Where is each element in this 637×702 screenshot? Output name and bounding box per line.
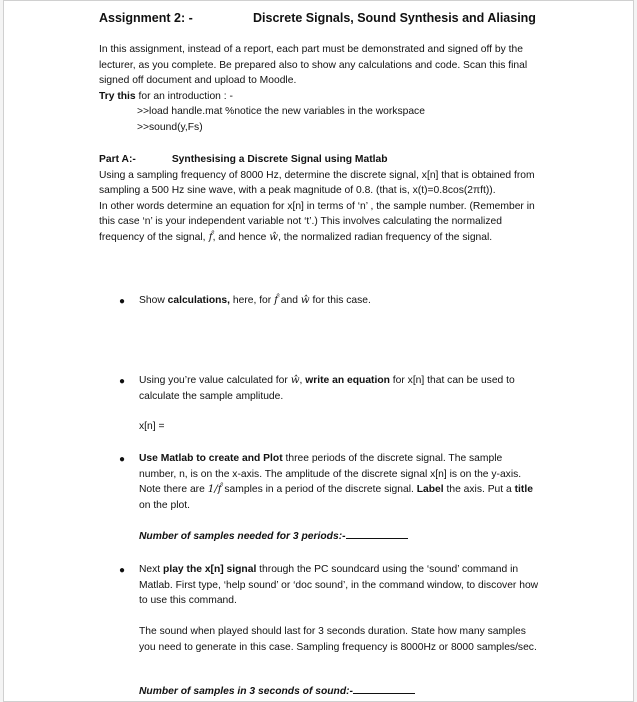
w-hat-symbol: ŵ xyxy=(269,230,279,243)
try-this-line xyxy=(99,89,539,105)
samples-3-seconds-blank[interactable] xyxy=(353,684,415,694)
bullet-1 xyxy=(139,293,539,309)
b2-w-hat: ŵ xyxy=(290,374,300,386)
b1-pre: Show xyxy=(139,295,168,306)
part-a-label: Part A:- xyxy=(99,154,136,165)
part-a-heading-row xyxy=(99,152,539,168)
samples-3-periods xyxy=(139,529,539,545)
b3-title: title xyxy=(514,484,533,495)
b3-bold: Use Matlab to create and Plot xyxy=(139,453,283,464)
bullet-2 xyxy=(139,373,539,404)
b2-end: for x[n] that can be used to calculate the sample amplitude. xyxy=(139,375,515,402)
document-title: Discrete Signals, Sound Synthesis and Aliasing xyxy=(253,11,536,25)
b3-fraction: 1/f̂ xyxy=(207,483,222,495)
part-a-paragraph-2 xyxy=(99,199,539,246)
part-a-paragraph-1: Using a sampling frequency of 8000 Hz, determine the discrete signal, x[n] that is obtained from sampling a 500 Hz sine wave, with a peak magnitude of 0.8. (that is, x(t)=0.8cos(2πft)). xyxy=(99,169,535,196)
bullet-4-paragraph: The sound when played should last for 3 seconds duration. State how many samples you need to generate in this case. Sampling frequency is 8000Hz or 8000 samples/sec. xyxy=(139,626,537,653)
bullet-4 xyxy=(139,562,539,609)
assignment-label: Assignment 2: - xyxy=(99,11,193,25)
bullet-dot-2: ● xyxy=(119,376,126,387)
part-a-heading: Synthesising a Discrete Signal using Matlab xyxy=(171,154,388,165)
f-hat-symbol: f̂ xyxy=(205,230,213,243)
intro-paragraph: In this assignment, instead of a report, each part must be demonstrated and signed off by the lecturer, as you complete. Be prepared also to show any calculations and code. Scan this final signed off document and upload to Moodle. xyxy=(99,44,528,86)
bullet-dot-4: ● xyxy=(119,565,126,576)
b1-and: and xyxy=(277,295,301,306)
b1-f-hat: f̂ xyxy=(274,294,278,306)
part-a-section xyxy=(99,152,539,245)
samples-3-periods-blank[interactable] xyxy=(346,529,408,539)
b3-label: Label xyxy=(416,484,444,495)
b3-after: samples in a period of the discrete signal. xyxy=(221,484,417,495)
b3-text: three periods of the discrete signal. The sample number, n, is on the x-axis. The amplitude of the discrete signal x[n] is on the y-axis. Note there are xyxy=(139,453,522,495)
b1-bold: calculations, xyxy=(167,295,230,306)
document-page xyxy=(3,0,634,702)
b4-pre: Next xyxy=(139,564,164,575)
samples-3-seconds xyxy=(139,684,539,700)
b1-end: for this case. xyxy=(309,295,371,306)
xn-equation-prompt: x[n] = xyxy=(139,421,165,432)
b3-axis: the axis. Put a xyxy=(443,484,515,495)
bullet-dot-3: ● xyxy=(119,454,126,465)
bullet-3 xyxy=(139,451,539,513)
part-a-para2-end: , the normalized radian frequency of the signal. xyxy=(278,231,493,243)
b4-text: through the PC soundcard using the ‘sound’ command in Matlab. First type, ‘help sound’ or ‘doc sound’, in the command window, to discover how to use this command. xyxy=(139,564,539,606)
code-line-2: >>sound(y,Fs) xyxy=(137,121,203,133)
intro-section xyxy=(99,42,539,135)
samples-3-seconds-label: Number of samples in 3 seconds of sound:- xyxy=(139,686,353,697)
b2-pre: Using you’re value calculated for xyxy=(139,375,291,386)
part-a-para2-text: In other words determine an equation for x[n] in terms of ‘n’ , the sample number. (Remember in this case ‘n’ is your independent variable not ‘t’.) This involves calculating the normalized frequency of the signal, xyxy=(99,200,535,243)
b2-comma: , xyxy=(299,375,306,386)
b4-bold: play the x[n] signal xyxy=(163,564,257,575)
b2-bold: write an equation xyxy=(305,375,390,386)
b1-mid: here, for xyxy=(230,295,275,306)
try-this-rest: for an introduction : - xyxy=(135,90,233,102)
bullet-dot-1: ● xyxy=(119,296,126,307)
part-a-para2-mid: , and hence xyxy=(212,231,270,243)
b1-w-hat: ŵ xyxy=(300,294,310,306)
b3-plot: on the plot. xyxy=(139,499,190,511)
code-line-1: >>load handle.mat %notice the new variables in the workspace xyxy=(137,106,425,117)
try-this-bold: Try this xyxy=(99,90,136,102)
samples-3-periods-label: Number of samples needed for 3 periods:- xyxy=(139,531,346,542)
